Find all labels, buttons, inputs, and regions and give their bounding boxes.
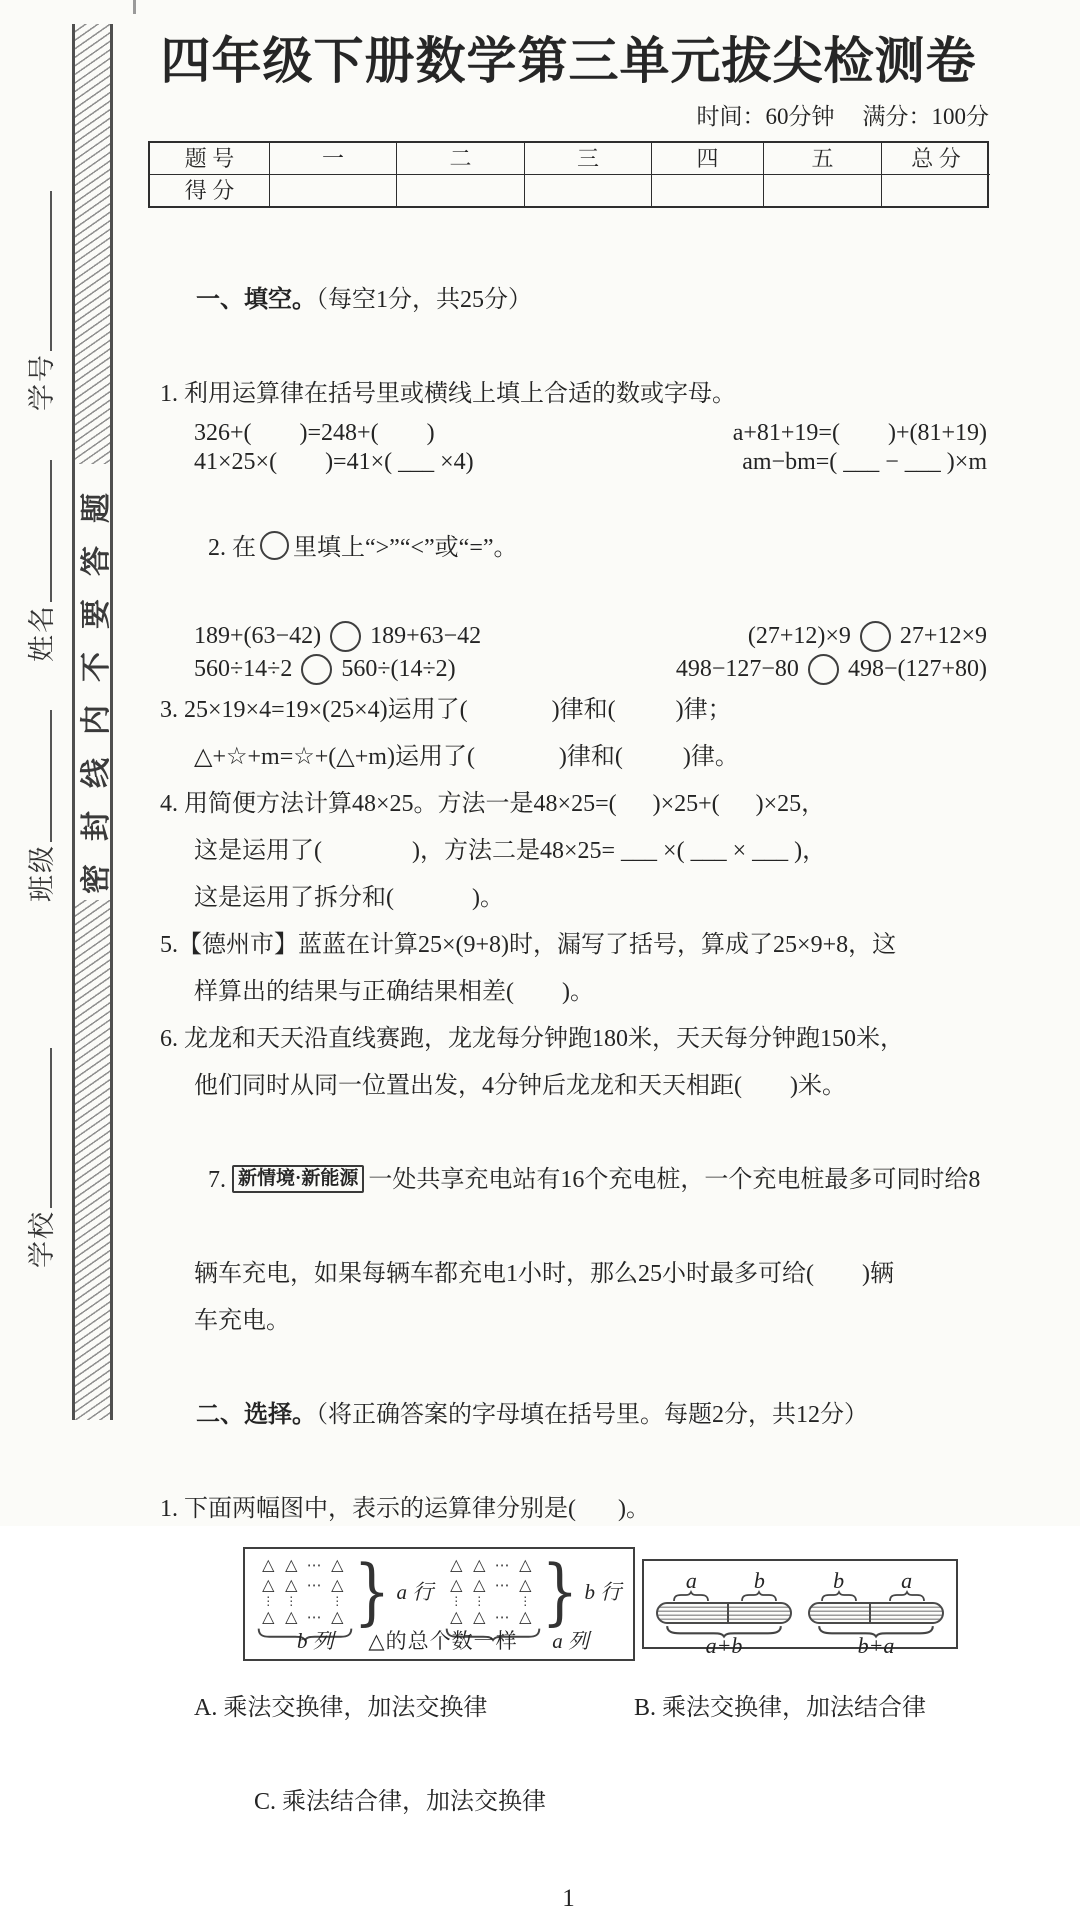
triangle-icon: △ <box>473 1555 486 1574</box>
score-table-col-1: 一 <box>270 143 397 175</box>
q6-line1: 6. 龙龙和天天沿直线赛跑，龙龙每分钟跑180米，天天每分钟跑150米， <box>160 1026 904 1052</box>
triangle-grid-1-top <box>257 1548 434 1633</box>
triangle-diagram-captions <box>245 1625 633 1655</box>
triangle-icon: △ <box>473 1575 486 1594</box>
full-score: 满分：100分 <box>862 104 989 129</box>
compare-circle-icon <box>860 621 891 652</box>
hdots-icon: ⋯ <box>306 1575 322 1594</box>
q2-lead-pre: 2. 在 <box>208 535 256 561</box>
q2-compare-row1 <box>148 621 989 652</box>
triangle-array <box>257 1555 349 1627</box>
q2-pair2-right: 27+12×9 <box>899 623 987 649</box>
seal-text-area <box>75 464 113 900</box>
bar1-left-segment-label <box>656 1569 727 1602</box>
hatch-pattern-top <box>75 24 110 464</box>
hdots-icon: ⋯ <box>494 1575 510 1594</box>
score-cell-total <box>882 175 990 206</box>
q1-lead: 1. 利用运算律在括号里或横线上填上合适的数或字母。 <box>160 381 736 407</box>
seal-line-band <box>72 24 113 1420</box>
q1-formula-1: 326+( )=248+( ) <box>194 420 435 446</box>
school-blank-line <box>50 1048 52 1208</box>
q1-formula-4: am−bm=( ___ − ___ )×m <box>742 449 987 475</box>
q7-number: 7. <box>208 1167 226 1193</box>
hdots-icon: ⋯ <box>306 1607 322 1626</box>
section1-heading-note: （每空1分，共25分） <box>316 287 532 313</box>
triangle-icon: △ <box>331 1607 344 1626</box>
options-row-1 <box>194 1685 989 1732</box>
q2-pair-1 <box>194 621 481 652</box>
section2-heading <box>148 1345 989 1486</box>
grid2-rows-label: b 行 <box>584 1580 622 1604</box>
score-cell-3 <box>525 175 652 206</box>
bar1-sum <box>664 1624 784 1657</box>
s2q1-diagrams <box>243 1547 989 1661</box>
score-cell-2 <box>397 175 525 206</box>
score-table-col-5: 五 <box>764 143 882 175</box>
q2-pair4-right: 498−(127+80) <box>847 656 987 682</box>
bar2-sum-label: b+a <box>857 1633 895 1658</box>
bar1-sum-label: a+b <box>705 1633 743 1658</box>
score-table <box>148 141 989 208</box>
compare-circle-icon <box>330 621 361 652</box>
q7-line2: 辆车充电，如果每辆车都充电1小时，那么25小时最多可给( )辆 <box>194 1261 894 1287</box>
q3-line1: 3. 25×19×4=19×(25×4)运用了( )律和( )律； <box>160 697 732 723</box>
name-field <box>23 458 59 662</box>
q7-line3: 车充电。 <box>194 1308 290 1334</box>
option-b: B. 乘法交换律，加法结合律 <box>634 1695 927 1721</box>
school-field <box>23 1046 59 1268</box>
hatch-pattern-bottom <box>75 900 110 1420</box>
vdots-icon: ⋮ <box>331 1594 344 1608</box>
triangle-icon: △ <box>262 1575 275 1594</box>
triangle-icon: △ <box>262 1607 275 1626</box>
scan-tick-mark <box>133 0 136 14</box>
q5-line2: 样算出的结果与正确结果相差( )。 <box>194 979 594 1005</box>
bar2-right-segment-label <box>869 1569 944 1602</box>
bar1-strip <box>656 1602 792 1624</box>
name-label: 姓名 <box>27 604 57 662</box>
new-context-badge: 新情境·新能源 <box>232 1165 364 1193</box>
bar2-divider <box>869 1604 871 1622</box>
bar1-divider <box>727 1604 729 1622</box>
q1-formula-row2 <box>148 449 989 476</box>
q2-lead <box>148 478 989 619</box>
q6-line2: 他们同时从同一位置出发，4分钟后龙龙和天天相距( )米。 <box>194 1073 846 1099</box>
student-id-label: 学号 <box>27 353 57 411</box>
options-row-2 <box>194 1732 989 1873</box>
triangle-icon: △ <box>450 1607 463 1626</box>
q4-line3: 这是运用了拆分和( )。 <box>194 885 504 911</box>
q2-lead-post: 里填上“>”“<”或“=”。 <box>293 535 518 561</box>
score-table-col-3: 三 <box>525 143 652 175</box>
school-label: 学校 <box>27 1210 57 1268</box>
bar2-left-segment-label <box>808 1569 869 1602</box>
overbrace-icon <box>888 1591 926 1602</box>
q7-line1-text: 一处共享充电站有16个充电桩，一个充电桩最多可同时给8 <box>368 1167 981 1193</box>
q2-pair1-right: 189+63−42 <box>370 623 482 649</box>
triangle-icon: △ <box>519 1575 532 1594</box>
q1-formula-3: 41×25×( )=41×( ___ ×4) <box>194 449 474 475</box>
score-table-col-4: 四 <box>652 143 764 175</box>
triangle-icon: △ <box>285 1575 298 1594</box>
q2-pair-3 <box>194 654 456 685</box>
score-table-header-label: 题 号 <box>150 143 270 175</box>
score-table-col-total: 总 分 <box>882 143 990 175</box>
overbrace-icon <box>672 1591 710 1602</box>
q2-pair2-left: (27+12)×9 <box>747 623 851 649</box>
compare-circle-icon <box>260 531 289 560</box>
section1-heading <box>148 230 989 371</box>
right-brace-icon: } <box>353 1548 390 1633</box>
triangle-array <box>445 1555 537 1627</box>
seal-warning-text: 密封线内不要答题 <box>79 470 113 894</box>
triangle-icon: △ <box>473 1607 486 1626</box>
q2-pair-4 <box>676 654 987 685</box>
q1-formula-2: a+81+19=( )+(81+19) <box>732 420 987 446</box>
compare-circle-icon <box>808 654 839 685</box>
page-title: 四年级下册数学第三单元拔尖检测卷 <box>160 33 977 89</box>
hdots-icon: ⋯ <box>494 1607 510 1626</box>
overbrace-icon <box>820 1591 858 1602</box>
bar-model-1 <box>656 1569 792 1657</box>
q2-pair-2 <box>748 621 987 652</box>
bar-diagram-box <box>642 1559 958 1658</box>
q7-line1 <box>148 1110 989 1251</box>
s2q1-text: 1. 下面两幅图中，表示的运算律分别是( )。 <box>160 1496 650 1522</box>
triangle-icon: △ <box>285 1607 298 1626</box>
vdots-icon: ⋮ <box>473 1594 486 1608</box>
score-cell-4 <box>652 175 764 206</box>
class-field <box>23 708 59 902</box>
bar1-top-labels <box>656 1569 792 1602</box>
grid1-cols-label: b 列 <box>297 1629 334 1653</box>
q5-line1: 5.【德州市】蓝蓝在计算25×(9+8)时，漏写了括号，算成了25×9+8，这 <box>160 932 897 958</box>
class-label: 班级 <box>27 844 57 902</box>
grid2-cols-label: a 列 <box>552 1629 589 1653</box>
q2-pair1-left: 189+(63−42) <box>194 623 322 649</box>
q1-formula-row1 <box>148 420 989 447</box>
bar2-left-letter: b <box>833 1568 845 1593</box>
triangle-icon: △ <box>331 1575 344 1594</box>
main-content <box>148 22 989 1913</box>
grid1-rows-label: a 行 <box>396 1580 434 1604</box>
s2q1-options <box>148 1685 989 1873</box>
overbrace-icon <box>740 1591 778 1602</box>
vdots-icon: ⋮ <box>519 1594 532 1608</box>
vdots-icon: ⋮ <box>450 1594 463 1608</box>
q2-compare-row2 <box>148 654 989 685</box>
triangle-icon: △ <box>262 1555 275 1574</box>
section2-heading-note: （将正确答案的字母填在括号里。每题2分，共12分） <box>316 1402 868 1428</box>
triangle-icon: △ <box>450 1575 463 1594</box>
vdots-icon: ⋮ <box>285 1594 298 1608</box>
triangle-grid-2-top <box>445 1548 622 1633</box>
triangle-icon: △ <box>519 1607 532 1626</box>
triangle-icon: △ <box>285 1555 298 1574</box>
triangle-caption: △的总个数一样 <box>368 1629 518 1653</box>
triangle-icon: △ <box>331 1555 344 1574</box>
score-cell-5 <box>764 175 882 206</box>
student-id-blank-line <box>50 191 52 351</box>
hdots-icon: ⋯ <box>306 1555 322 1574</box>
triangle-icon: △ <box>450 1555 463 1574</box>
q2-pair3-left: 560÷14÷2 <box>194 656 293 682</box>
triangle-icon: △ <box>519 1555 532 1574</box>
exam-meta <box>148 98 989 131</box>
bar2-right-letter: a <box>901 1568 913 1593</box>
bar2-top-labels <box>808 1569 944 1602</box>
time-limit: 时间：60分钟 <box>696 104 835 129</box>
name-blank-line <box>50 460 52 602</box>
score-cell-1 <box>270 175 397 206</box>
q2-pair4-left: 498−127−80 <box>675 656 799 682</box>
right-brace-icon: } <box>541 1548 578 1633</box>
bar1-right-letter: b <box>753 1568 765 1593</box>
compare-circle-icon <box>301 654 332 685</box>
student-id-field <box>23 189 59 411</box>
score-table-col-2: 二 <box>397 143 525 175</box>
q3-line2: △+☆+m=☆+(△+m)运用了( )律和( )律。 <box>194 744 739 770</box>
score-row-label: 得 分 <box>150 175 270 206</box>
exam-body <box>148 230 989 1913</box>
bar1-left-letter: a <box>685 1568 697 1593</box>
bar2-strip <box>808 1602 944 1624</box>
section1-heading-label: 一、填空。 <box>196 287 316 313</box>
bar1-right-segment-label <box>727 1569 792 1602</box>
vdots-icon: ⋮ <box>262 1594 275 1608</box>
section2-heading-label: 二、选择。 <box>196 1402 316 1428</box>
class-blank-line <box>50 710 52 842</box>
q4-line2: 这是运用了( )，方法二是48×25= ___ ×( ___ × ___ )， <box>194 838 827 864</box>
option-a: A. 乘法交换律，加法交换律 <box>194 1695 488 1721</box>
page-number: 1 <box>562 1885 575 1912</box>
bar-model-2 <box>808 1569 944 1657</box>
q2-pair3-right: 560÷(14÷2) <box>341 656 456 682</box>
bar2-sum <box>816 1624 936 1657</box>
triangle-diagram-box <box>243 1547 635 1661</box>
q4-line1: 4. 用简便方法计算48×25。方法一是48×25=( )×25+( )×25， <box>160 791 826 817</box>
option-c: C. 乘法结合律，加法交换律 <box>254 1789 547 1815</box>
hdots-icon: ⋯ <box>494 1555 510 1574</box>
